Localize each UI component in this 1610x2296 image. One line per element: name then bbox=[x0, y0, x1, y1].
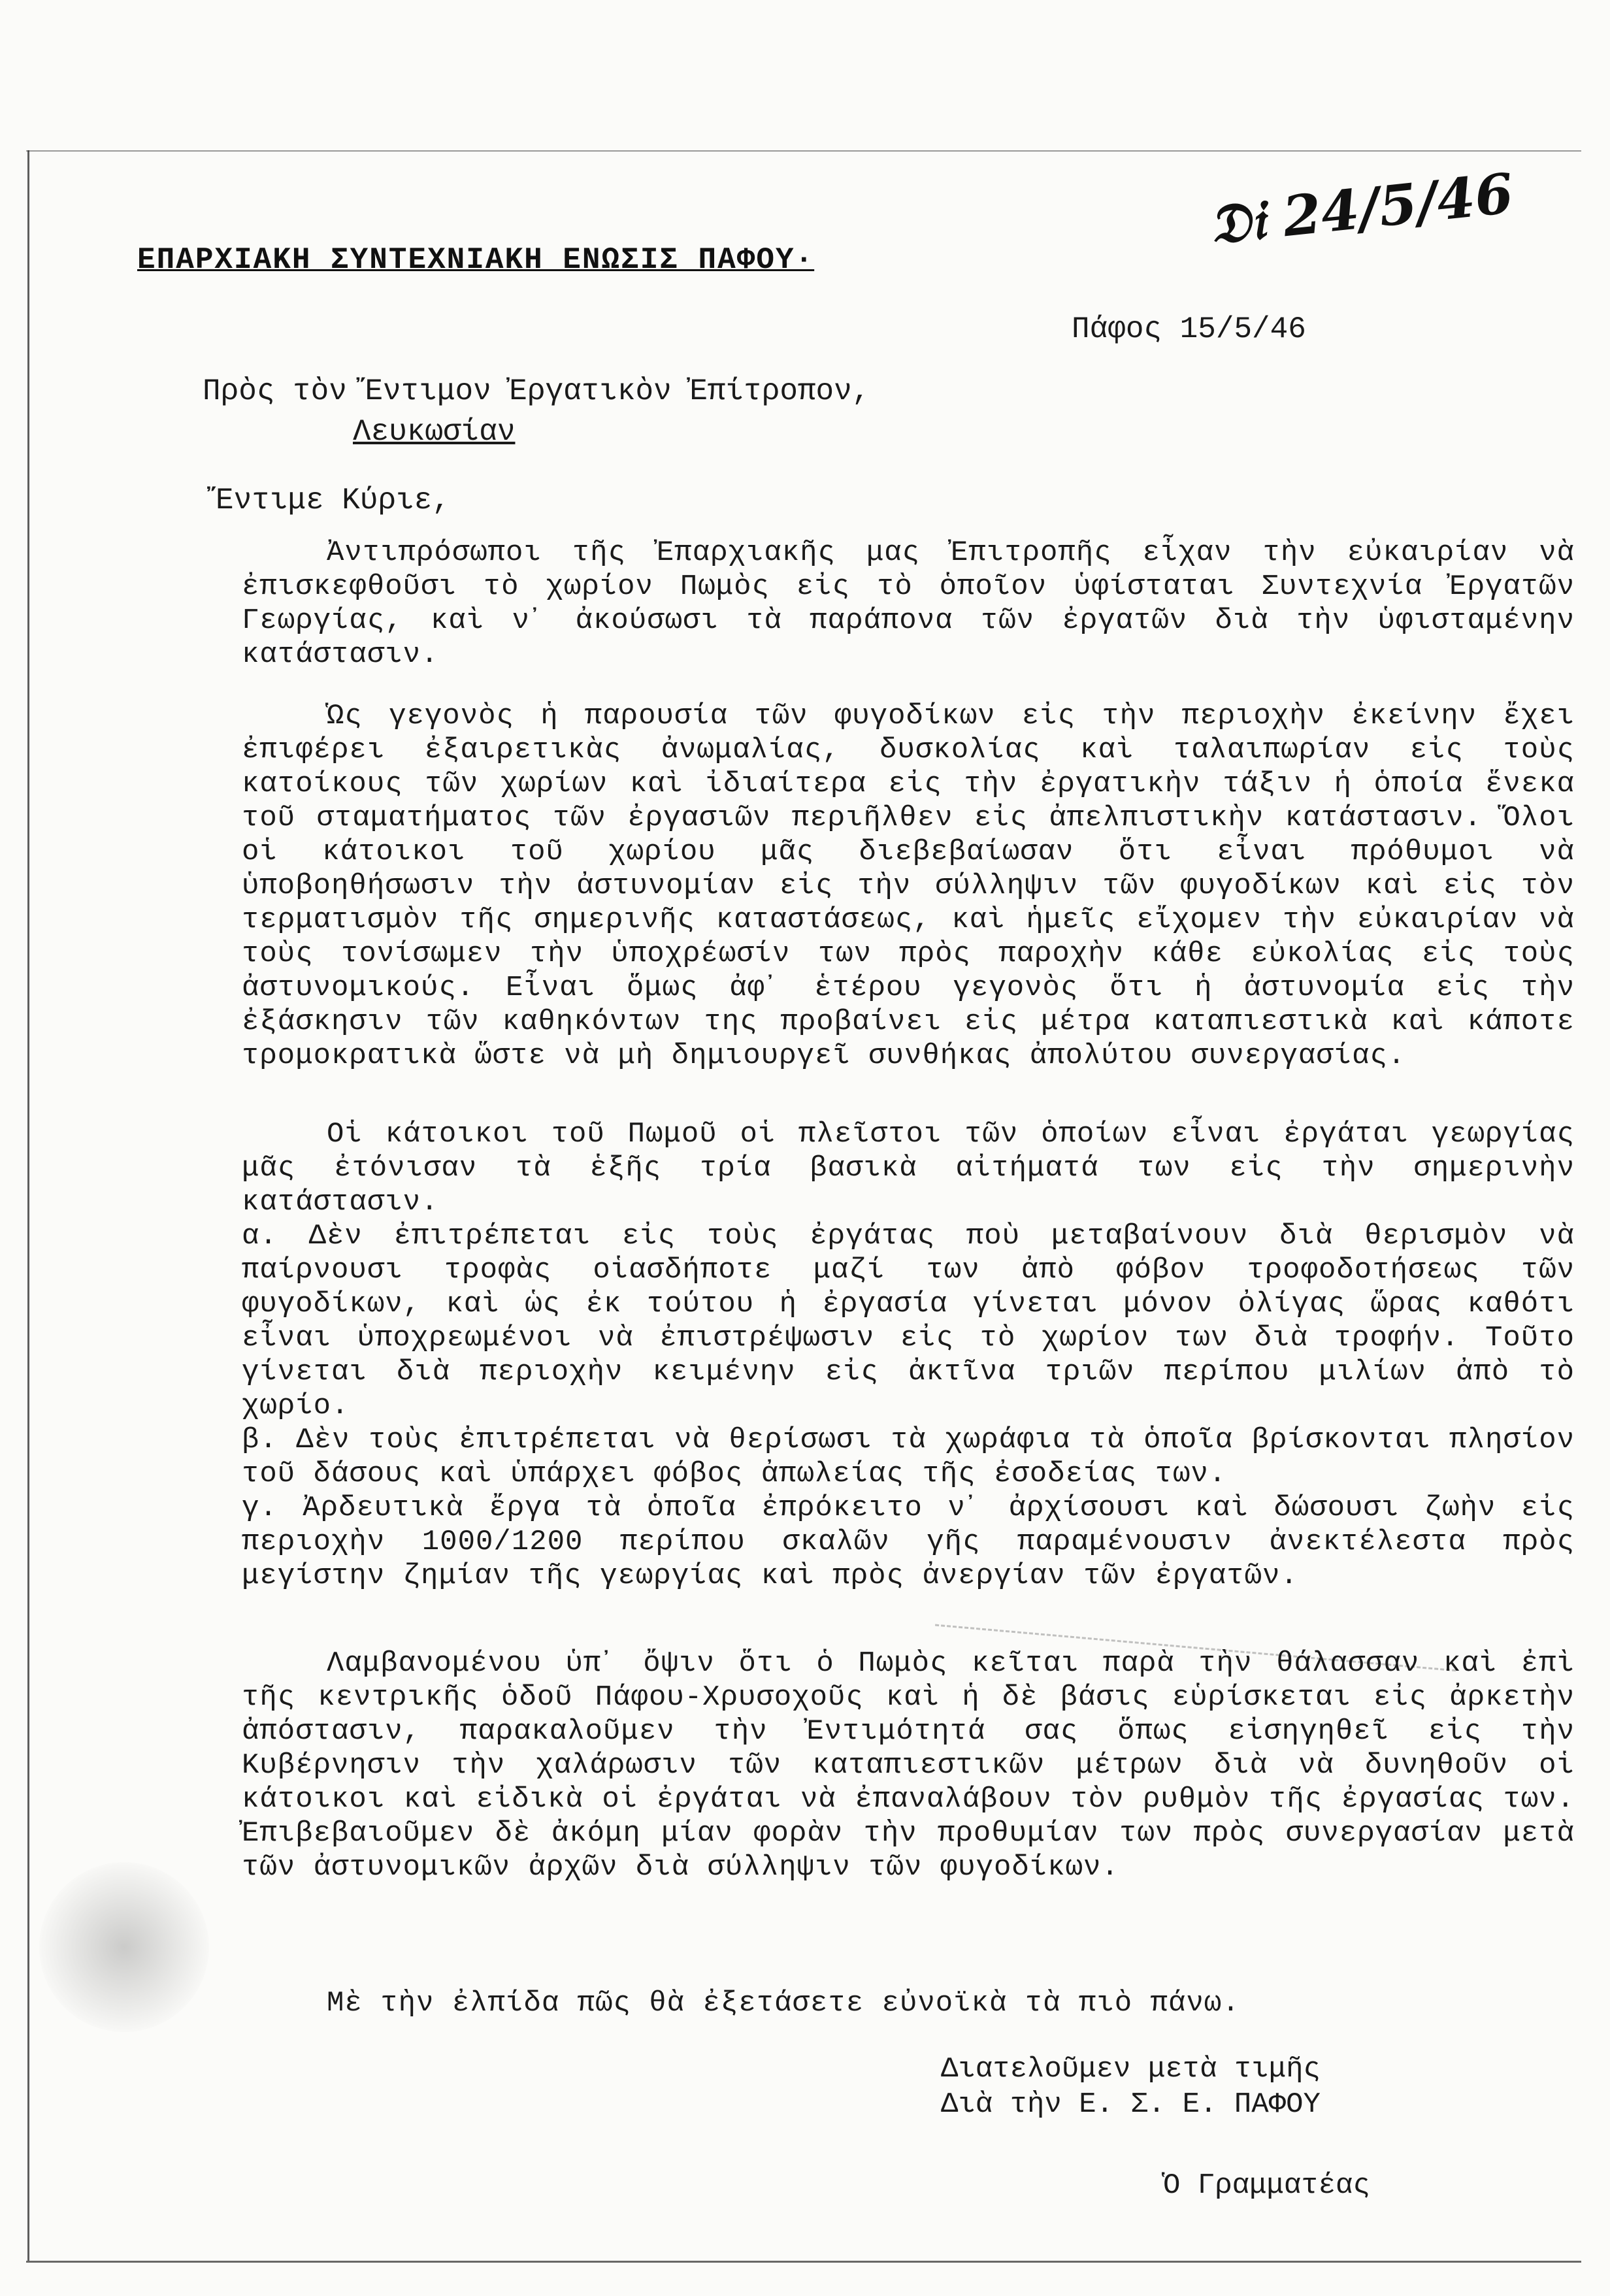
paragraph-3 bbox=[242, 1117, 1575, 1593]
recipient-line: Πρὸς τὸν Ἔντιμον Ἐργατικὸν Ἐπίτροπον, bbox=[203, 374, 870, 408]
paragraph-text: Οἱ κάτοικοι τοῦ Πωμοῦ οἱ πλεῖστοι τῶν ὁποίων εἶναι ἐργάται γεωργίας μᾶς ἐτόνισαν τὰ ἑξῆς τρία βασικὰ αἰτήματά των εἰς τὴν σημερινὴν κατάστασιν. bbox=[242, 1118, 1575, 1219]
letter-date: Πάφος 15/5/46 bbox=[1072, 312, 1306, 346]
closing-block bbox=[941, 2052, 1321, 2122]
signature-title: Ὁ Γραμματέας bbox=[1163, 2169, 1370, 2202]
top-border-line bbox=[26, 150, 1581, 152]
recipient-block bbox=[203, 371, 870, 452]
left-border-line bbox=[27, 150, 29, 2261]
list-item-a: α. Δὲν ἐπιτρέπεται εἰς τοὺς ἐργάτας ποὺ μεταβαίνουν διὰ θερισμὸν νὰ παίρνουσι τροφὰς οἱασδήποτε μαζί των ἀπὸ φόβον τροφοδοτήσεως τῶν φυγοδίκων, καὶ ὡς ἐκ τούτου ἡ ἐργασία γίνεται μόνον ὀλίγας ὥρας καθότι εἶναι ὑποχρεωμένοι νὰ ἐπιστρέψωσιν εἰς τὸ χωρίον των διὰ τροφήν. Τοῦτο γίνεται διὰ περιοχὴν κειμένην εἰς ἀκτῖνα τριῶν περίπου μιλίων ἀπὸ τὸ χωρίο. bbox=[242, 1220, 1575, 1422]
paragraph-2 bbox=[242, 699, 1575, 1073]
list-item-c: γ. Ἀρδευτικὰ ἔργα τὰ ὁποῖα ἐπρόκειτο ν᾽ ἀρχίσουσι καὶ δώσουσι ζωὴν εἰς περιοχὴν 1000/1200 περίπου σκαλῶν γῆς παραμένουσιν ἀνεκτέλεστα πρὸς μεγίστην ζημίαν τῆς γεωργίας καὶ πρὸς ἀνεργίαν τῶν ἐργατῶν. bbox=[242, 1492, 1575, 1592]
paragraph-text: Λαμβανομένου ὑπ᾽ ὄψιν ὅτι ὁ Πωμὸς κεῖται παρὰ τὴν θάλασσαν καὶ ἐπὶ τῆς κεντρικῆς ὁδοῦ Πάφου-Χρυσοχοῦς καὶ ἡ δὲ βάσις εὑρίσκεται εἰς ἀρκετὴν ἀπόστασιν, παρακαλοῦμεν τὴν Ἐντιμότητά σας ὅπως εἰσηγηθεῖ εἰς τὴν Κυβέρνησιν τὴν χαλάρωσιν τῶν καταπιεστικῶν μέτρων διὰ νὰ δυνηθοῦν οἱ κάτοικοι καὶ εἰδικὰ οἱ ἐργάται νὰ ἐπαναλάβουν τὸν ρυθμὸν τῆς ἐργασίας των. Ἐπιβεβαιοῦμεν δὲ ἀκόμη μίαν φορὰν τὴν προθυμίαν των πρὸς συνεργασίαν μετὰ τῶν ἀστυνομικῶν ἀρχῶν διὰ σύλληψιν τῶν φυγοδίκων. bbox=[242, 1647, 1575, 1884]
letterhead: ΕΠΑΡΧΙΑΚΗ ΣΥΝΤΕΧΝΙΑΚΗ ΕΝΩΣΙΣ ΠΑΦΟΥ· bbox=[137, 243, 815, 277]
handwritten-note bbox=[1206, 161, 1517, 257]
paper-smudge bbox=[39, 1862, 209, 2032]
handwritten-initials: 𝔇𝔦 bbox=[1206, 184, 1287, 257]
paragraph-text: Ἀντιπρόσωποι τῆς Ἐπαρχιακῆς μας Ἐπιτροπῆς εἶχαν τὴν εὐκαιρίαν νὰ ἐπισκεφθοῦσι τὸ χωρίον Πωμὸς εἰς τὸ ὁποῖον ὑφίσταται Συντεχνία Ἐργατῶν Γεωργίας, καὶ ν᾽ ἀκούσωσι τὰ παράπονα τῶν ἐργατῶν διὰ τὴν ὑφισταμένην κατάστασιν. bbox=[242, 536, 1575, 671]
paragraph-4 bbox=[242, 1647, 1575, 1884]
paragraph-5 bbox=[327, 1986, 1438, 2020]
closing-line: Διατελοῦμεν μετὰ τιμῆς bbox=[941, 2053, 1321, 2086]
list-item-b: β. Δὲν τοὺς ἐπιτρέπεται νὰ θερίσωσι τὰ χωράφια τὰ ὁποῖα βρίσκονται πλησίον τοῦ δάσους καὶ ὑπάρχει φόβος ἀπωλείας τῆς ἐσοδείας των. bbox=[242, 1424, 1575, 1490]
greeting: Ἔντιμε Κύριε, bbox=[216, 484, 450, 517]
paragraph-text: Ὡς γεγονὸς ἡ παρουσία τῶν φυγοδίκων εἰς τὴν περιοχὴν ἐκείνην ἔχει ἐπιφέρει ἐξαιρετικὰς ἀνωμαλίας, δυσκολίας καὶ ταλαιπωρίαν εἰς τοὺς κατοίκους τῶν χωρίων καὶ ἰδιαίτερα εἰς τὴν ἐργατικὴν τάξιν ἡ ὁποία ἕνεκα τοῦ σταματήματος τῶν ἐργασιῶν περιῆλθεν εἰς ἀπελπιστικὴν κατάστασιν. Ὅλοι οἱ κάτοικοι τοῦ χωρίου μᾶς διεβεβαίωσαν ὅτι εἶναι πρόθυμοι νὰ ὑποβοηθήσωσιν τὴν ἀστυνομίαν εἰς τὴν σύλληψιν τῶν φυγοδίκων καὶ εἰς τὸν τερματισμὸν τῆς σημερινῆς καταστάσεως, καὶ ἡμεῖς εἴχομεν τὴν εὐκαιρίαν νὰ τοὺς τονίσωμεν τὴν ὑποχρέωσίν των πρὸς παροχὴν κάθε εὐκολίας εἰς τοὺς ἀστυνομικούς. Εἶναι ὅμως ἀφ᾽ ἑτέρου γεγονὸς ὅτι ἡ ἀστυνομία εἰς τὴν ἐξάσκησιν τῶν καθηκόντων της προβαίνει εἰς μέτρα καταπιεστικὰ καὶ κάποτε τρομοκρατικὰ ὥστε νὰ μὴ δημιουργεῖ συνθήκας ἀπολύτου συνεργασίας. bbox=[242, 700, 1575, 1072]
paragraph-text: Μὲ τὴν ἐλπίδα πῶς θὰ ἐξετάσετε εὐνοϊκὰ τὰ πιὸ πάνω. bbox=[327, 1987, 1240, 2020]
paragraph-1 bbox=[242, 536, 1575, 672]
recipient-city: Λευκωσίαν bbox=[353, 415, 516, 449]
bottom-border-line bbox=[26, 2261, 1581, 2263]
closing-organization: Διὰ τὴν Ε. Σ. Ε. ΠΑΦΟΥ bbox=[941, 2088, 1321, 2121]
handwritten-date: 24/5/46 bbox=[1279, 160, 1517, 250]
